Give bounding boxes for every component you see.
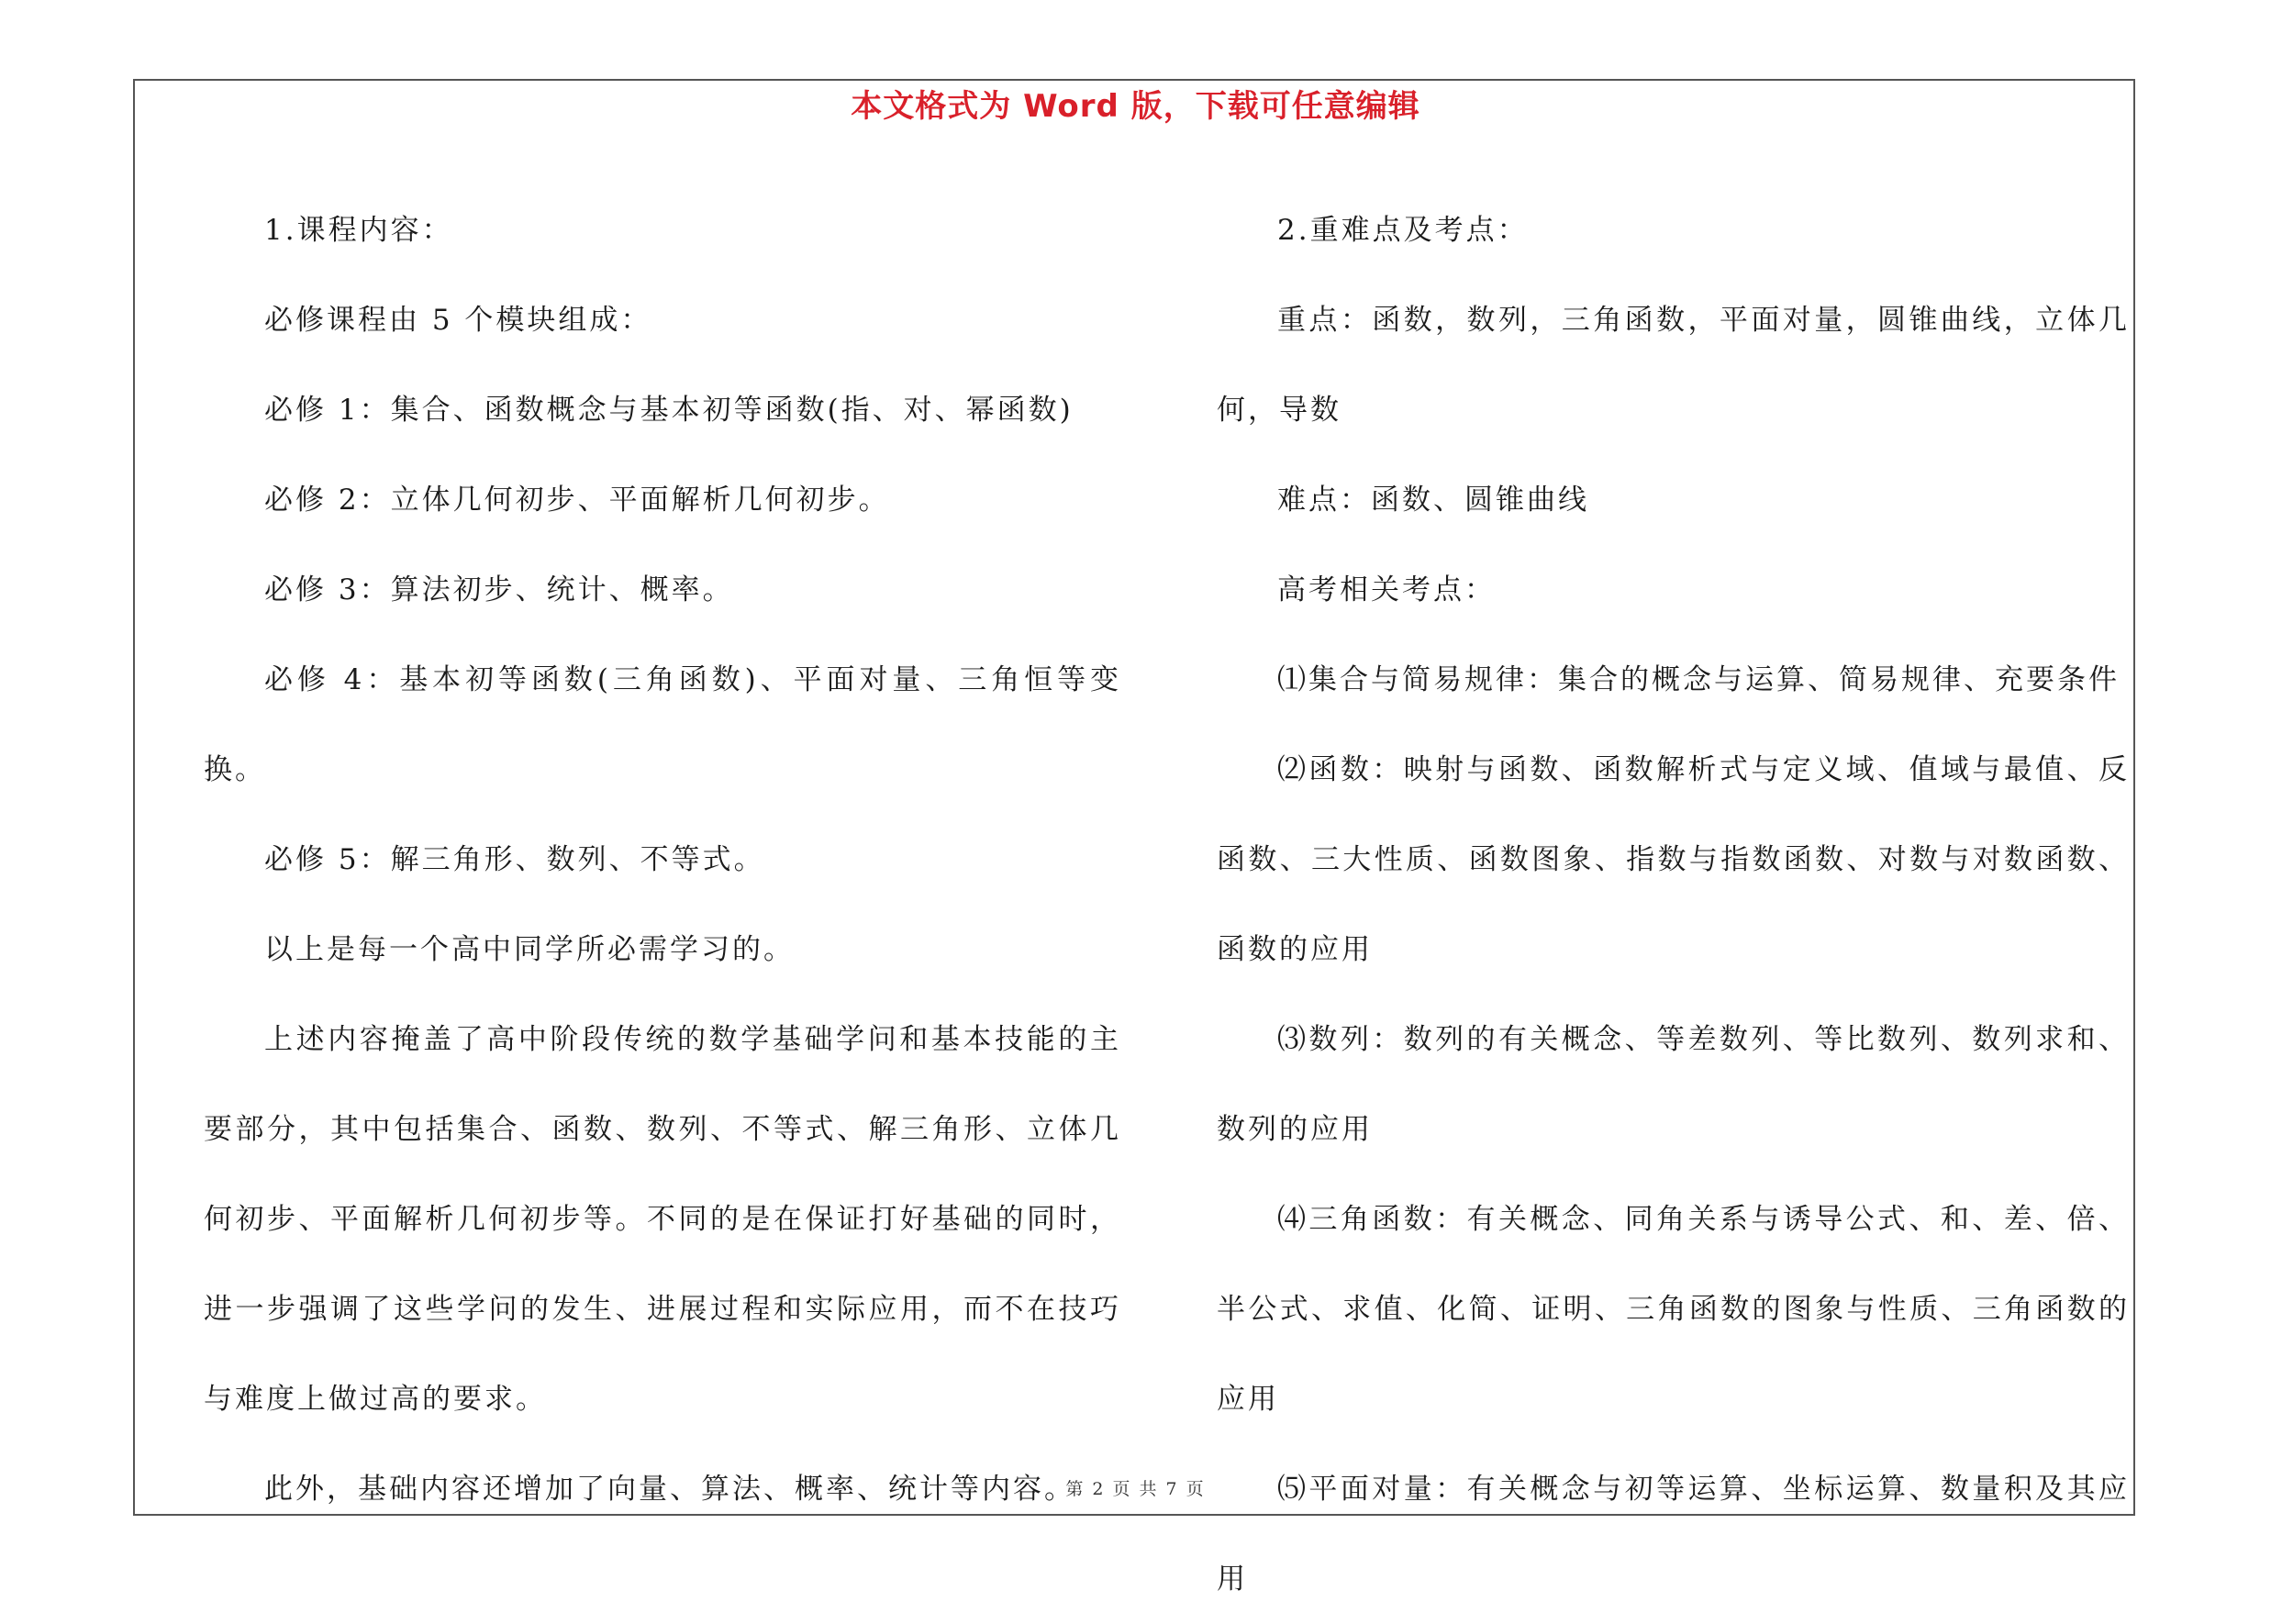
right-paragraph: ⑷三角函数：有关概念、同角关系与诱导公式、和、差、倍、半公式、求值、化简、证明、三角函数的图象与性质、三角函数的应用 <box>1217 1203 2130 1416</box>
format-banner: 本文格式为 Word 版，下载可任意编辑 <box>851 88 1420 125</box>
left-paragraph: 1.课程内容： <box>264 214 453 247</box>
right-paragraph: ⑵函数：映射与函数、函数解析式与定义域、值域与最值、反函数、三大性质、函数图象、指数与指数函数、对数与对数函数、函数的应用 <box>1217 753 2130 966</box>
page-footer <box>0 1475 2271 1500</box>
left-paragraph: 此外，基础内容还增加了向量、算法、概率、统计等内容。 <box>264 1473 1075 1506</box>
right-paragraph: 重点：函数，数列，三角函数，平面对量，圆锥曲线，立体几何，导数 <box>1217 304 2130 427</box>
left-paragraph: 必修 1：集合、函数概念与基本初等函数(指、对、幂函数) <box>264 394 1074 427</box>
left-paragraph: 必修 5：解三角形、数列、不等式。 <box>264 843 765 876</box>
left-paragraph: 必修 4：基本初等函数(三角函数)、平面对量、三角恒等变换。 <box>204 663 1121 786</box>
left-paragraph: 上述内容掩盖了高中阶段传统的数学基础学问和基本技能的主要部分，其中包括集合、函数、数列、不等式、解三角形、立体几何初步、平面解析几何初步等。不同的是在保证打好基础的同时，进一步强调了这些学问的发生、进展过程和实际应用，而不在技巧与难度上做过高的要求。 <box>204 1023 1121 1416</box>
page-number-label: 第 2 页 共 7 页 <box>1065 1479 1206 1499</box>
right-paragraph: ⑴集合与简易规律：集合的概念与运算、简易规律、充要条件 <box>1277 663 2120 696</box>
right-column <box>1217 185 2130 1624</box>
left-paragraph: 必修课程由 5 个模块组成： <box>264 304 652 337</box>
right-paragraph: ⑶数列：数列的有关概念、等差数列、等比数列、数列求和、数列的应用 <box>1217 1023 2130 1146</box>
right-paragraph: ⑸平面对量：有关概念与初等运算、坐标运算、数量积及其应用 <box>1217 1473 2130 1596</box>
left-paragraph: 以上是每一个高中同学所必需学习的。 <box>264 933 795 966</box>
right-paragraph: 2.重难点及考点： <box>1277 214 1529 247</box>
left-column <box>204 185 1121 1534</box>
right-paragraph: 难点：函数、圆锥曲线 <box>1277 484 1589 517</box>
right-paragraph: 高考相关考点： <box>1277 573 1496 606</box>
left-paragraph: 必修 3：算法初步、统计、概率。 <box>264 573 734 606</box>
left-paragraph: 必修 2：立体几何初步、平面解析几何初步。 <box>264 484 890 517</box>
